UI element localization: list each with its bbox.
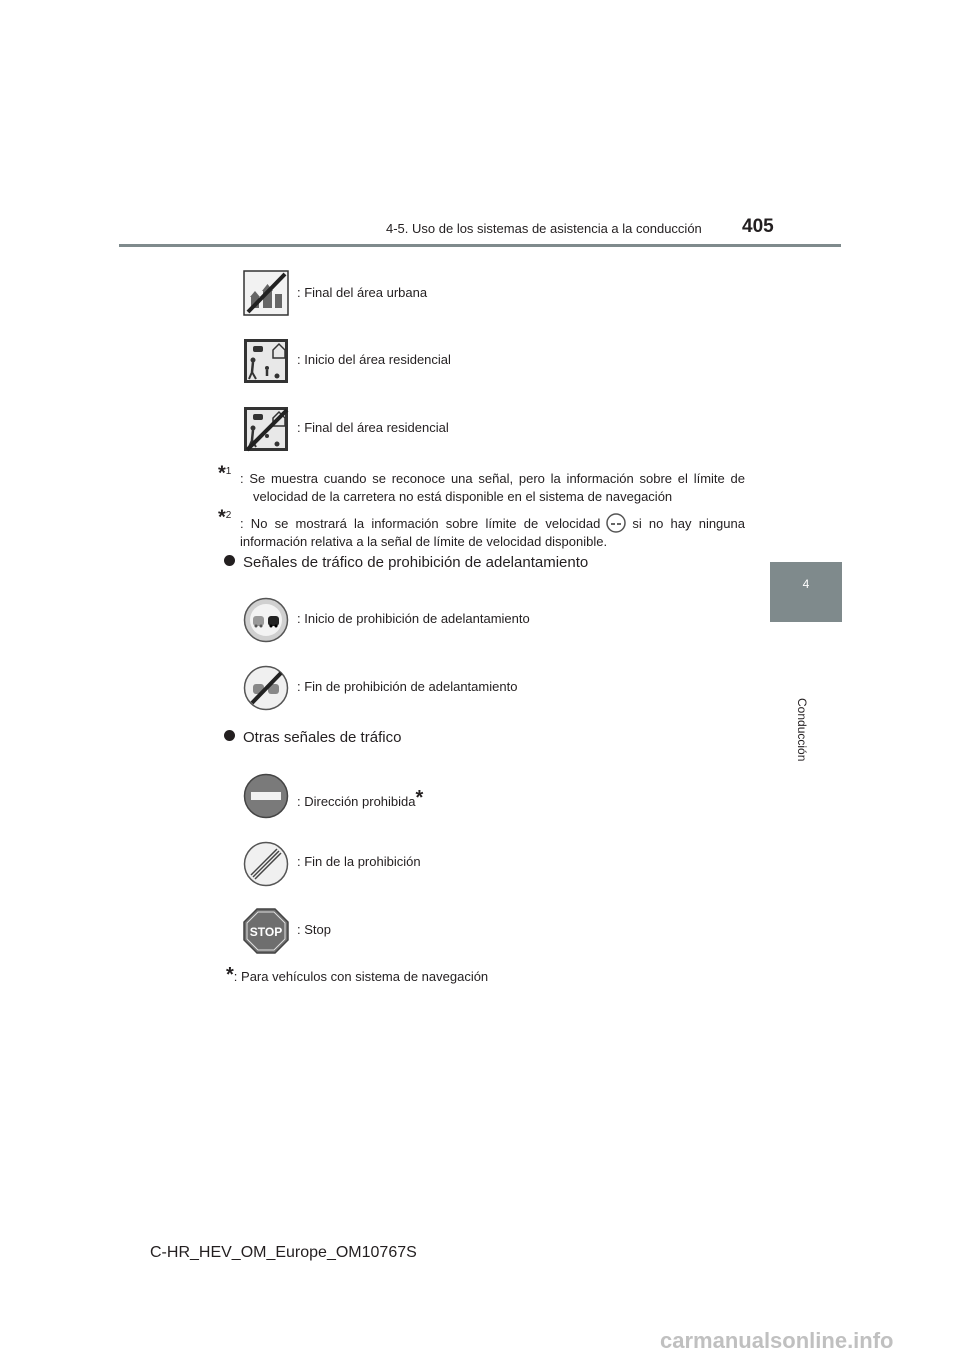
footnote-2-text (240, 513, 745, 551)
section-heading-overtaking (224, 554, 588, 571)
sign-label-end-of-restriction: : Fin de la prohibición (297, 854, 421, 869)
footnote-1-number: 1 (225, 466, 232, 477)
section-title: 4-5. Uso de los sistemas de asistencia a la conducción (386, 221, 702, 236)
chapter-tab (770, 562, 842, 622)
sign-label-residential-end: : Final del área residencial (297, 420, 449, 435)
header-divider (119, 244, 841, 247)
bullet-icon (224, 730, 235, 741)
no-entry-note-mark: * (415, 787, 424, 809)
sign-label-no-overtaking-start: : Inicio de prohibición de adelantamiento (297, 611, 530, 626)
footnote-2-mark: * (218, 506, 226, 529)
other-heading-text: Otras señales de tráfico (243, 729, 402, 746)
stop-sign-text: STOP (249, 925, 283, 939)
document-id: C-HR_HEV_OM_Europe_OM10767S (150, 1244, 417, 1261)
footnote-2-number: 2 (225, 510, 232, 521)
footnote-navigation-mark: * (226, 964, 234, 986)
page-number: 405 (742, 216, 774, 237)
sign-label-no-overtaking-end: : Fin de prohibición de adelantamiento (297, 679, 518, 694)
stop-sign-icon (243, 908, 289, 954)
no-overtaking-end-icon (243, 665, 289, 711)
no-entry-label-text: : Dirección prohibida (297, 794, 416, 809)
chapter-label: Conducción (795, 698, 809, 762)
footnote-2-text-a: : No se mostrará la información sobre límite de velocidad (240, 516, 601, 531)
end-urban-area-icon (243, 270, 289, 316)
sign-label-stop: : Stop (297, 922, 331, 937)
footnote-navigation-text: : Para vehículos con sistema de navegación (233, 969, 489, 984)
end-of-restriction-icon (243, 841, 289, 887)
chapter-number: 4 (802, 577, 810, 591)
speed-limit-unavailable-icon (606, 513, 626, 533)
bullet-icon (224, 555, 235, 566)
no-entry-icon (243, 773, 289, 819)
overtaking-heading-text: Señales de tráfico de prohibición de adelantamiento (243, 554, 589, 571)
sign-label-no-entry (297, 787, 423, 810)
residential-area-start-icon (243, 338, 289, 384)
sign-label-residential-start: : Inicio del área residencial (297, 352, 451, 367)
footnote-2-text-b: si no hay ninguna información relativa a la señal de límite de velocidad disponible. (240, 516, 745, 549)
footnote-navigation (226, 966, 488, 986)
footnote-1-mark: * (218, 462, 226, 485)
section-heading-other (224, 729, 401, 746)
sign-label-end-urban-area: : Final del área urbana (297, 285, 428, 300)
watermark: carmanualsonline.info (660, 1328, 894, 1353)
residential-area-end-icon (243, 406, 289, 452)
no-overtaking-start-icon (243, 597, 289, 643)
footnote-1-text: : Se muestra cuando se reconoce una señal, pero la información sobre el límite de velocidad de la carretera no está disponible en el sistema de navegación (240, 471, 745, 504)
footnote-2 (218, 507, 231, 528)
